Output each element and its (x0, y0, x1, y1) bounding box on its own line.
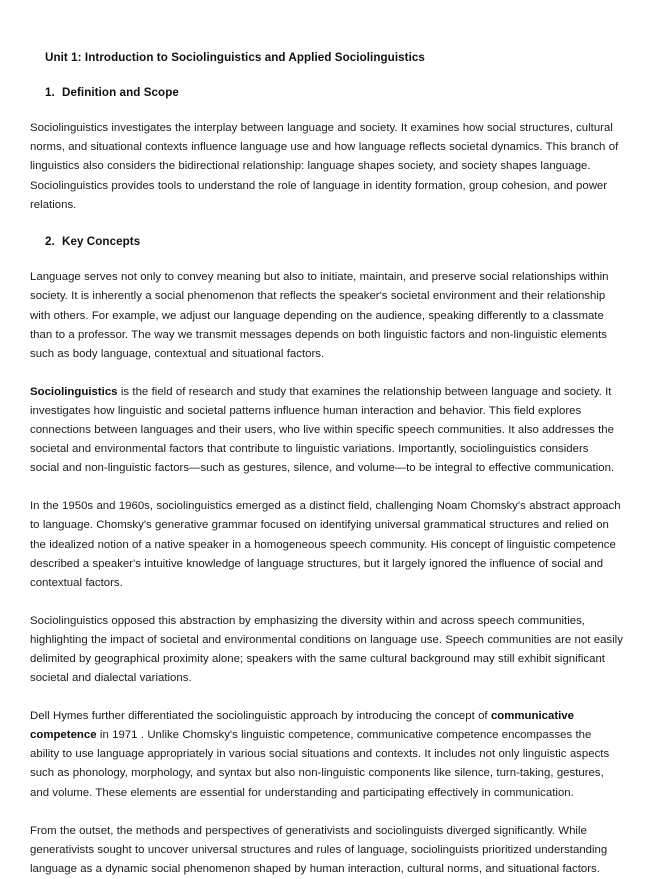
section-heading-key-concepts (30, 234, 625, 250)
section-heading-label: Key Concepts (62, 234, 141, 248)
bold-term-sociolinguistics: Sociolinguistics (30, 385, 118, 398)
paragraph-dell-hymes (30, 707, 620, 802)
paragraph-chomsky-critique: In the 1950s and 1960s, sociolinguistics emerged as a distinct field, challenging Noam Chomsky's abstract approach to language. Chomsky's generative grammar focused on identifying universal grammatical structures and relied on the idealized notion of a native speaker in a homogeneous speech community. His concept of linguistic competence described a speaker's intuitive knowledge of language structures, but it largely ignored the influence of social and contextual factors. (30, 500, 621, 589)
paragraph-key-concepts: Language serves not only to convey meaning but also to initiate, maintain, and preserve social relationships within society. It is inherently a social phenomenon that reflects the speaker's societal environment and their relationship with others. For example, we adjust our language depending on the audience, speaking differently to a classmate than to a professor. The way we transmit messages depends on both linguistic factors and non-linguistic elements such as body language, contextual and situational factors. (30, 271, 609, 360)
section-heading-definition-and-scope (30, 85, 625, 101)
paragraph-sociolinguistics-definition-text: is the field of research and study that examines the relationship between language and society. It investigates how linguistic and societal patterns influence human interaction and behavior. This field explores connections between languages and their users, who live within specific speech communities. It also addresses the societal and environmental factors that contribute to linguistic variations. Importantly, sociolinguistics considers social and non-linguistic factors—such as gestures, silence, and volume—to be integral to effective communication. (30, 385, 615, 475)
paragraph-generativists-vs-sociolinguists: From the outset, the methods and perspectives of generativists and sociolinguists diverged significantly. While generativists sought to uncover universal structures and rules of language, sociolinguists prioritized understanding language as a dynamic social phenomenon shaped by human interaction, cultural norms, and situational factors. (30, 824, 608, 875)
section-heading-label: Definition and Scope (62, 85, 179, 99)
paragraph-speech-communities: Sociolinguistics opposed this abstraction by emphasizing the diversity within and across speech communities, highlighting the impact of societal and environmental conditions on language use. Speech communities are not easily delimited by geographical proximity alone; speakers with the same cultural background may still exhibit significant societal and dialectal variations. (30, 614, 623, 685)
bold-term-communicative-competence: communicative competence (30, 710, 574, 742)
section-number: 2. (45, 234, 55, 248)
paragraph-dell-hymes-rest: in 1971 . Unlike Chomsky's linguistic competence, communicative competence encompasses the ability to use language appropriately in various social situations and contexts. It includes not only linguistic aspects such as phonology, morphology, and syntax but also non-linguistic components like silence, turn-taking, gestures, and volume. These elements are essential for understanding and participating effectively in communication. (30, 729, 610, 799)
paragraph-sociolinguistics-definition (30, 383, 620, 478)
paragraph-definition-scope: Sociolinguistics investigates the interplay between language and society. It examines how social structures, cultural norms, and situational contexts influence language use and how language reflects societal dynamics. This branch of linguistics also considers the bidirectional relationship: language shapes society, and society shapes language. Sociolinguistics provides tools to understand the role of language in identity formation, group cohesion, and power relations. (30, 122, 619, 211)
section-number: 1. (45, 85, 55, 99)
page-title: Unit 1: Introduction to Sociolinguistics and Applied Sociolinguistics (45, 51, 425, 64)
paragraph-dell-hymes-lead: Dell Hymes further differentiated the sociolinguistic approach by introducing the concept of (30, 710, 491, 723)
